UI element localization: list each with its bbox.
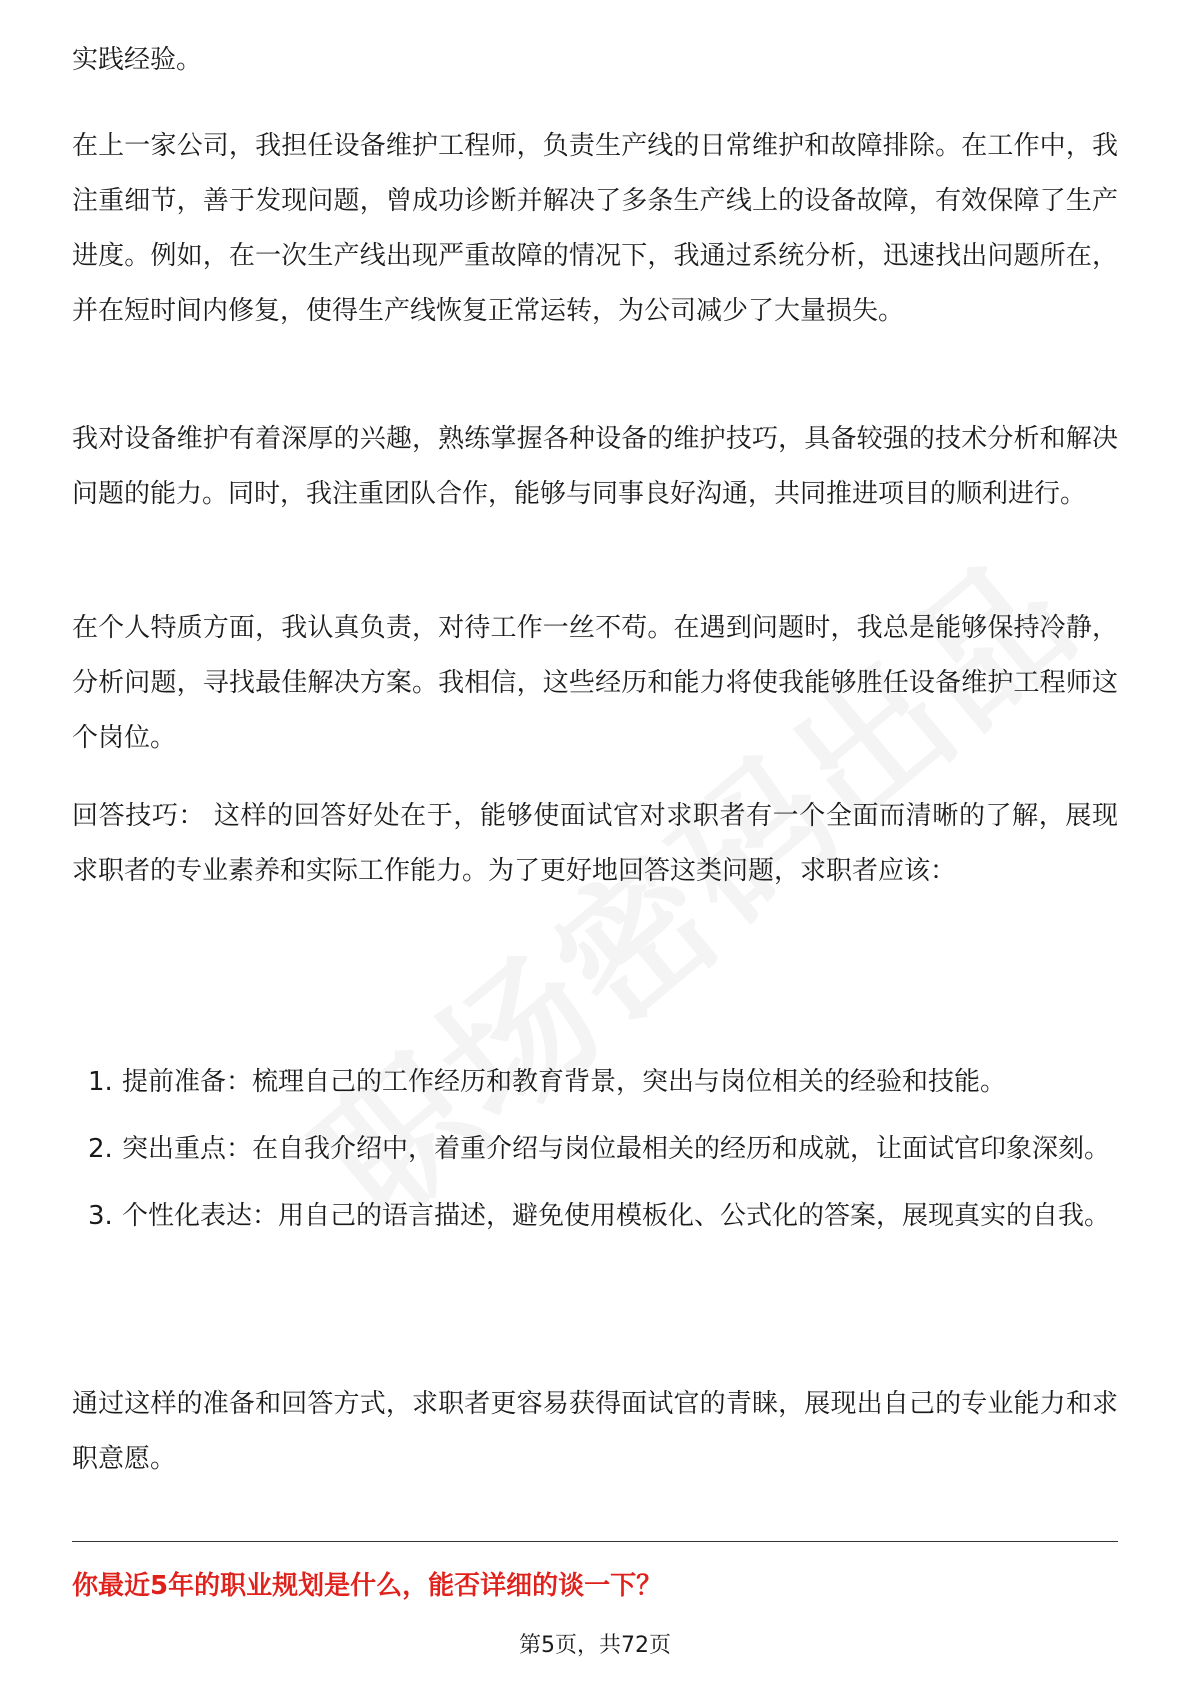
document-page <box>72 0 1118 1684</box>
section-divider <box>72 1541 1118 1542</box>
list-number: 2. <box>88 1134 113 1164</box>
list-item <box>72 1122 1118 1177</box>
paragraph-continuation: 实践经验。 <box>72 45 203 75</box>
page-number-footer: 第5页，共72页 <box>519 1633 671 1658</box>
next-question-heading: 你最近5年的职业规划是什么，能否详细的谈一下？ <box>72 1571 663 1601</box>
list-number: 1. <box>88 1067 113 1097</box>
tips-list <box>72 1055 1118 1256</box>
paragraph-tips: 回答技巧： 这样的回答好处在于，能够使面试官对求职者有一个全面而清晰的了解，展现求职者的专业素养和实际工作能力。为了更好地回答这类问题，求职者应该： <box>72 801 1118 886</box>
paragraph-experience: 在上一家公司，我担任设备维护工程师，负责生产线的日常维护和故障排除。在工作中，我注重细节，善于发现问题，曾成功诊断并解决了多条生产线上的设备故障，有效保障了生产进度。例如，在一次生产线出现严重故障的情况下，我通过系统分析，迅速找出问题所在，并在短时间内修复，使得生产线恢复正常运转，为公司减少了大量损失。 <box>72 131 1118 326</box>
list-item <box>72 1189 1118 1244</box>
paragraph-traits: 在个人特质方面，我认真负责，对待工作一丝不苟。在遇到问题时，我总是能够保持冷静，分析问题，寻找最佳解决方案。我相信，这些经历和能力将使我能够胜任设备维护工程师这个岗位。 <box>72 613 1118 753</box>
list-item-text: 个性化表达：用自己的语言描述，避免使用模板化、公式化的答案，展现真实的自我。 <box>122 1201 1111 1231</box>
paragraph-closing: 通过这样的准备和回答方式，求职者更容易获得面试官的青睐，展现出自己的专业能力和求职意愿。 <box>72 1389 1118 1474</box>
list-item-text: 突出重点：在自我介绍中，着重介绍与岗位最相关的经历和成就，让面试官印象深刻。 <box>122 1134 1111 1164</box>
list-item-text: 提前准备：梳理自己的工作经历和教育背景，突出与岗位相关的经验和技能。 <box>122 1067 1007 1097</box>
list-number: 3. <box>88 1201 113 1231</box>
paragraph-interest: 我对设备维护有着深厚的兴趣，熟练掌握各种设备的维护技巧，具备较强的技术分析和解决问题的能力。同时，我注重团队合作，能够与同事良好沟通，共同推进项目的顺利进行。 <box>72 424 1118 509</box>
list-item <box>72 1055 1118 1110</box>
